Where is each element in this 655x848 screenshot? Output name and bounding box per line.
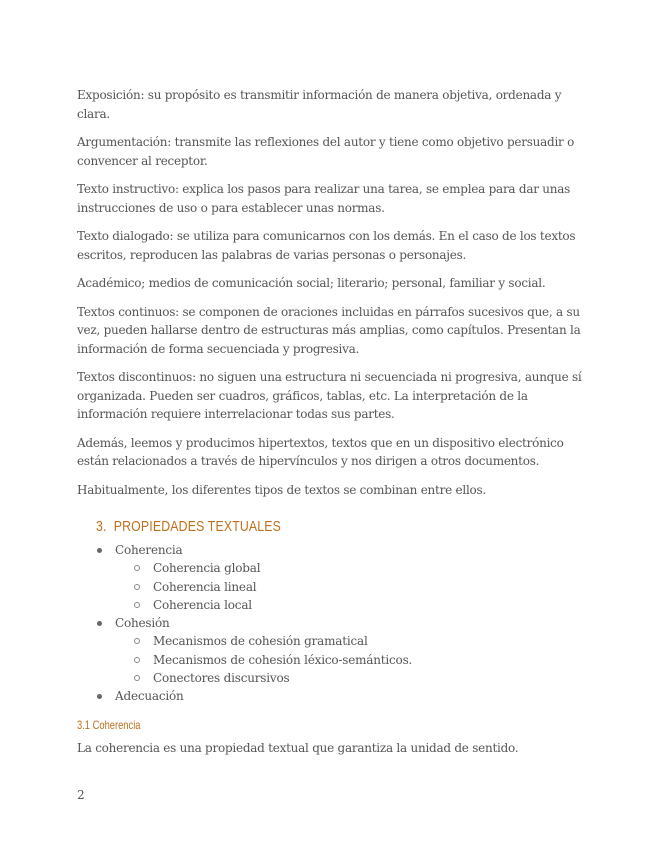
paragraph: Texto instructivo: explica los pasos para realizar una tarea, se emplea para dar unas instrucciones de uso o para establecer unas normas. <box>77 182 571 215</box>
sublist-item <box>115 651 582 669</box>
hollow-bullet-icon <box>134 638 140 644</box>
bullet-icon <box>97 548 102 553</box>
sublist-item <box>115 632 582 650</box>
hollow-bullet-icon <box>134 565 140 571</box>
list-item <box>77 614 582 687</box>
paragraph: Académico; medios de comunicación social; literario; personal, familiar y social. <box>77 276 546 290</box>
sublist-item-label: Mecanismos de cohesión gramatical <box>153 634 368 649</box>
bullet-icon <box>97 694 102 699</box>
sublist-item <box>115 596 582 614</box>
sublist <box>115 559 582 614</box>
list-item-label: Cohesión <box>115 616 170 631</box>
sublist-item-label: Coherencia lineal <box>153 579 257 594</box>
sublist-item <box>115 669 582 687</box>
sublist-item <box>115 578 582 596</box>
bullet-icon <box>97 621 102 626</box>
list-item-label: Coherencia <box>115 543 183 557</box>
subsection-heading: 3.1 Coherencia <box>77 717 141 732</box>
page-content <box>77 86 582 767</box>
section-number: 3. <box>96 518 107 535</box>
hollow-bullet-icon <box>134 675 140 681</box>
hollow-bullet-icon <box>134 657 140 663</box>
hollow-bullet-icon <box>134 584 140 590</box>
sublist-item <box>115 559 582 577</box>
properties-list <box>77 541 582 706</box>
sublist-item-label: Mecanismos de cohesión léxico-semánticos. <box>153 652 413 667</box>
paragraph: La coherencia es una propiedad textual que garantiza la unidad de sentido. <box>77 740 519 755</box>
sublist-item-label: Coherencia local <box>153 597 252 612</box>
paragraph: Textos continuos: se componen de oraciones incluidas en párrafos sucesivos que, a su vez, pueden hallarse dentro de estructuras más amplias, como capítulos. Presentan la información de forma secuenciada y progresiva. <box>77 304 581 356</box>
page-number: 2 <box>77 788 85 802</box>
section-heading <box>96 517 495 537</box>
section-title: PROPIEDADES TEXTUALES <box>113 518 282 535</box>
paragraph: Habitualmente, los diferentes tipos de textos se combinan entre ellos. <box>77 482 486 497</box>
list-item <box>77 541 582 614</box>
paragraph: Exposición: su propósito es transmitir información de manera objetiva, ordenada y clara. <box>77 88 562 121</box>
sublist-item-label: Coherencia global <box>153 561 261 576</box>
paragraph: Textos discontinuos: no siguen una estructura ni secuenciada ni progresiva, aunque sí organizada. Pueden ser cuadros, gráficos, tablas, etc. La interpretación de la información requiere interrelacionar todas sus partes. <box>77 370 582 421</box>
sublist <box>115 632 582 687</box>
hollow-bullet-icon <box>134 602 140 608</box>
paragraph: Texto dialogado: se utiliza para comunicarnos con los demás. En el caso de los textos escritos, reproducen las palabras de varias personas o personajes. <box>77 229 576 262</box>
paragraph: Argumentación: transmite las reflexiones del autor y tiene como objetivo persuadir o convencer al receptor. <box>77 135 575 168</box>
list-item <box>77 687 582 705</box>
paragraph: Además, leemos y producimos hipertextos, textos que en un dispositivo electrónico están relacionados a través de hipervínculos y nos dirigen a otros documentos. <box>77 435 564 468</box>
list-item-label: Adecuación <box>115 689 184 704</box>
sublist-item-label: Conectores discursivos <box>153 671 290 686</box>
